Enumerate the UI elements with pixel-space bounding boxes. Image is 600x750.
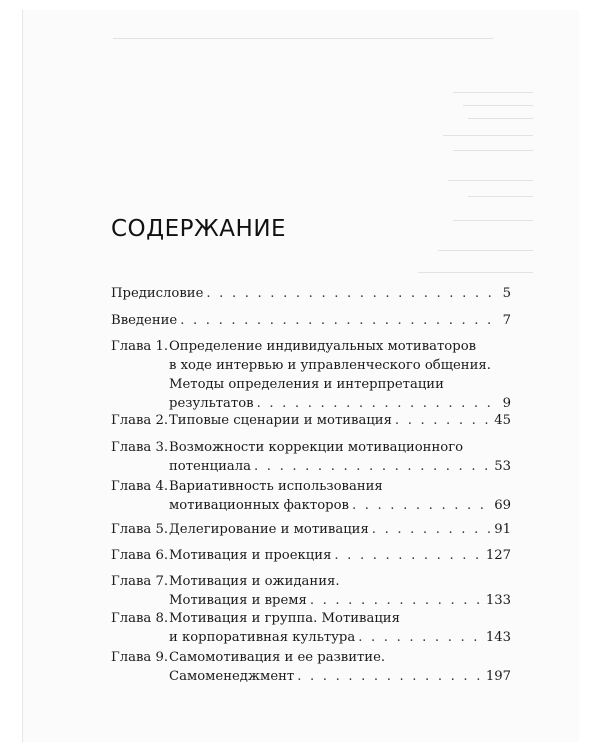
toc-entry-line: в ходе интервью и управленческого общения.: [169, 358, 491, 373]
toc-entry-title: Самоменеджмент: [169, 669, 295, 684]
toc-entry-title: мотивационных факторов: [169, 498, 349, 513]
book-page: [22, 10, 579, 742]
toc-entry-title: потенциала: [169, 459, 251, 474]
chapter-label: Глава 8.: [111, 611, 169, 626]
toc-entry-line: Самомотивация и ее развитие.: [169, 650, 386, 665]
toc-entry-title: Делегирование и мотивация: [169, 522, 369, 537]
dot-leader: [254, 457, 491, 476]
dot-leader: [352, 496, 491, 515]
bleed-through-line: [453, 150, 533, 151]
bleed-through-line: [463, 105, 533, 106]
page-title: СОДЕРЖАНИЕ: [111, 216, 287, 242]
toc-page-number: 5: [502, 286, 511, 301]
toc-entry-line: Мотивация и ожидания.: [169, 574, 340, 589]
bleed-through-line: [443, 135, 533, 136]
toc-page-number: 9: [502, 396, 511, 411]
toc-entry-title: Мотивация и проекция: [169, 548, 332, 563]
toc-page-number: 143: [485, 630, 511, 645]
bleed-through-line: [468, 118, 533, 119]
toc-page-number: 45: [494, 413, 511, 428]
toc-page-number: 133: [485, 593, 511, 608]
toc-entry-title: Предисловие: [111, 286, 204, 301]
toc-entry-line: Возможности коррекции мотивационного: [169, 440, 464, 455]
chapter-label: Глава 7.: [111, 574, 169, 589]
chapter-label: Глава 3.: [111, 440, 169, 455]
bleed-through-line: [453, 92, 533, 93]
dot-leader: [297, 667, 483, 686]
toc-page-number: 69: [494, 498, 511, 513]
dot-leader: [372, 520, 491, 539]
dot-leader: [358, 628, 483, 647]
dot-leader: [310, 591, 483, 610]
chapter-label: Глава 6.: [111, 548, 169, 563]
toc-entry-title: и корпоративная культура: [169, 630, 356, 645]
chapter-label: Глава 1.: [111, 339, 169, 354]
toc-entry-line: Методы определения и интерпретации: [169, 377, 444, 392]
dot-leader: [206, 284, 499, 303]
dot-leader: [395, 411, 491, 430]
chapter-label: Глава 4.: [111, 479, 169, 494]
toc-page-number: 91: [494, 522, 511, 537]
toc-entry-title: Типовые сценарии и мотивация: [169, 413, 392, 428]
toc-page-number: 53: [494, 459, 511, 474]
bleed-through-line: [418, 272, 533, 273]
chapter-label: Глава 2.: [111, 413, 169, 428]
toc-entry-title: Мотивация и время: [169, 593, 307, 608]
dot-leader: [334, 546, 482, 565]
toc-entry-line: Вариативность использования: [169, 479, 383, 494]
chapter-label: Глава 5.: [111, 522, 169, 537]
toc-page-number: 127: [485, 548, 511, 563]
bleed-through-line: [468, 196, 533, 197]
bleed-through-rule: [113, 38, 493, 39]
toc-entry-title: Введение: [111, 313, 178, 328]
toc-entry-line: Определение индивидуальных мотиваторов: [169, 339, 477, 354]
toc-entry-title: результатов: [169, 396, 254, 411]
chapter-label: Глава 9.: [111, 650, 169, 665]
toc-page-number: 7: [502, 313, 511, 328]
bleed-through-line: [438, 250, 533, 251]
bleed-through-line: [453, 220, 533, 221]
toc-page-number: 197: [485, 669, 511, 684]
dot-leader: [180, 311, 499, 330]
bleed-through-line: [448, 180, 533, 181]
toc-entry-line: Мотивация и группа. Мотивация: [169, 611, 400, 626]
